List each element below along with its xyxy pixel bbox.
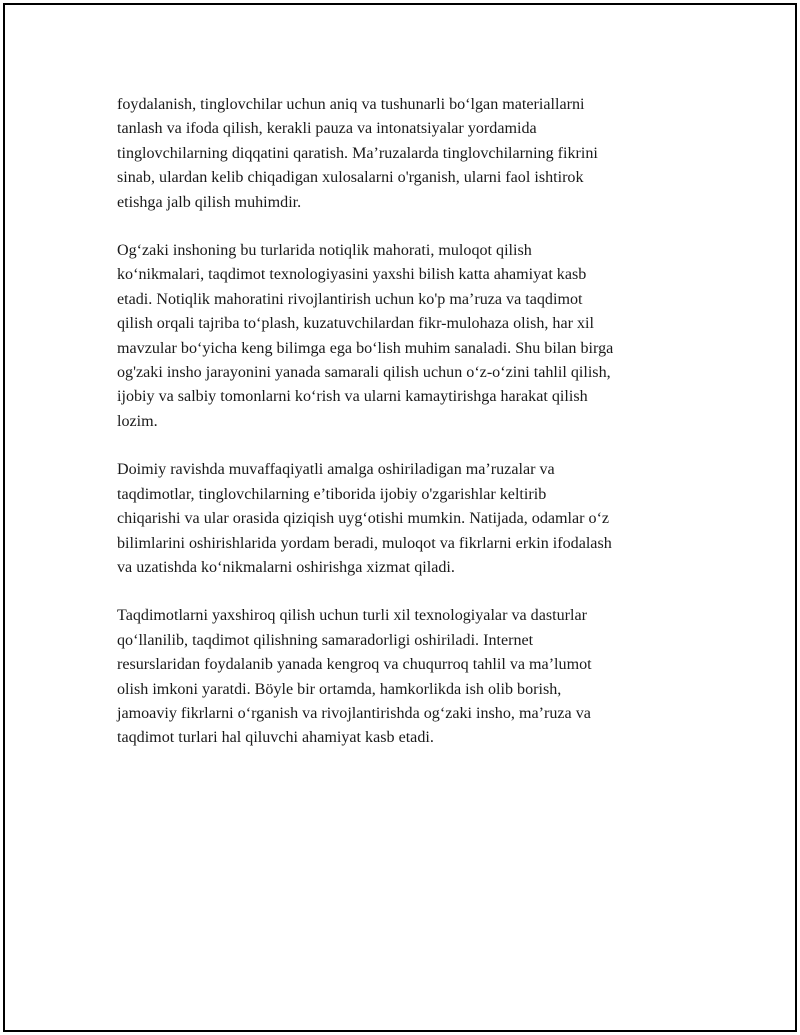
- paragraph-4: Taqdimotlarni yaxshiroq qilish uchun turli xil texnologiyalar va dasturlar qo‘llanilib, taqdimot qilishning samaradorligi oshiriladi. Internet resurslaridan foydalanib yanada kengroq va chuqurroq tahlil va ma’lumot olish imkoni yaratdi. Böyle bir ortamda, hamkorlikda ish olib borish, jamoaviy fikrlarni o‘rganish va rivojlantirishda og‘zaki insho, ma’ruza va taqdimot turlari hal qiluvchi ahamiyat kasb etadi.: [117, 607, 592, 747]
- document-body: [117, 93, 707, 775]
- paragraph-2: Og‘zaki inshoning bu turlarida notiqlik mahorati, muloqot qilish ko‘nikmalari, taqdimot texnologiyasini yaxshi bilish katta ahamiyat kasb etadi. Notiqlik mahoratini rivojlantirish uchun ko'p ma’ruza va taqdimot qilish orqali tajriba to‘plash, kuzatuvchilardan fikr-mulohaza olish, har xil mavzular bo‘yicha keng bilimga ega bo‘lish muhim sanaladi. Shu bilan birga og'zaki insho jarayonini yanada samarali qilish uchun o‘z-o‘zini tahlil qilish, ijobiy va salbiy tomonlarni ko‘rish va ularni kamaytirishga harakat qilish lozim.: [117, 242, 614, 430]
- paragraph-3: Doimiy ravishda muvaffaqiyatli amalga oshiriladigan ma’ruzalar va taqdimotlar, tinglovchilarning e’tiborida ijobiy o'zgarishlar keltirib chiqarishi va ular orasida qiziqish uyg‘otishi mumkin. Natijada, odamlar o‘z bilimlarini oshirishlarida yordam beradi, muloqot va fikrlarni erkin ifodalash va uzatishda ko‘nikmalarni oshirishga xizmat qiladi.: [117, 461, 612, 576]
- paragraph-1: foydalanish, tinglovchilar uchun aniq va tushunarli bo‘lgan materiallarni tanlash va ifoda qilish, kerakli pauza va intonatsiyalar yordamida tinglovchilarning diqqatini qaratish. Ma’ruzalarda tinglovchilarning fikrini sinab, ulardan kelib chiqadigan xulosalarni o'rganish, ularni faol ishtirok etishga jalb qilish muhimdir.: [117, 96, 598, 211]
